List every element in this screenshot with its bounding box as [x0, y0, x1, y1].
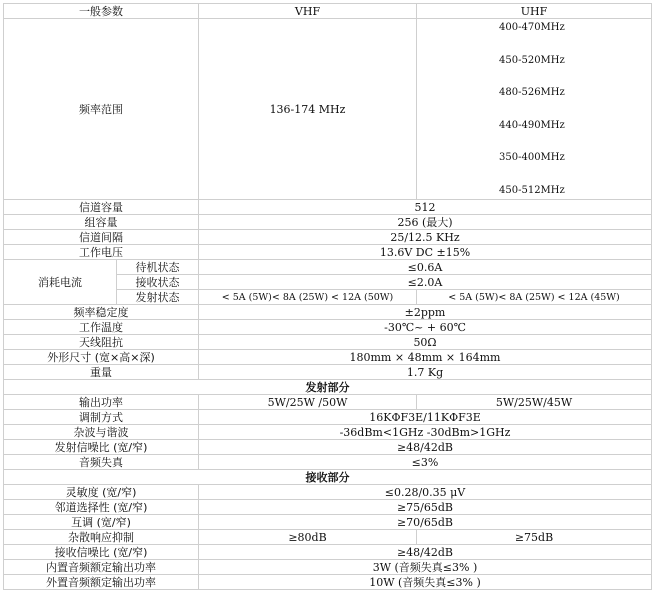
table-row — [4, 545, 652, 560]
uhf-band: 480-526MHz — [499, 87, 565, 99]
table-row — [4, 530, 652, 545]
row-value-vhf: < 5A (5W)< 8A (25W) < 12A (50W) — [199, 290, 417, 305]
row-value: 512 — [199, 200, 652, 215]
row-label: 工作温度 — [4, 320, 199, 335]
table-row — [4, 575, 652, 590]
section-header-row — [4, 380, 652, 395]
row-label: 内置音频额定输出功率 — [4, 560, 199, 575]
table-row — [4, 260, 652, 275]
row-value: 3W (音频失真≤3% ) — [199, 560, 652, 575]
row-value: 13.6V DC ±15% — [199, 245, 652, 260]
row-label: 天线阻抗 — [4, 335, 199, 350]
table-row — [4, 395, 652, 410]
uhf-band: 450-512MHz — [499, 184, 565, 196]
freq-range-vhf: 136-174 MHz — [199, 19, 417, 200]
row-value: ≥70/65dB — [199, 515, 652, 530]
uhf-band: 400-470MHz — [499, 22, 565, 33]
table-row — [4, 560, 652, 575]
tx-section-title: 发射部分 — [4, 380, 652, 395]
table-row — [4, 515, 652, 530]
row-label: 输出功率 — [4, 395, 199, 410]
row-value: 180mm × 48mm × 164mm — [199, 350, 652, 365]
table-row — [4, 425, 652, 440]
row-value: ±2ppm — [199, 305, 652, 320]
row-value-uhf: ≥75dB — [417, 530, 652, 545]
uhf-band: 440-490MHz — [499, 119, 565, 131]
uhf-band: 350-400MHz — [499, 152, 565, 164]
row-value: -36dBm<1GHz -30dBm>1GHz — [199, 425, 652, 440]
current-label: 消耗电流 — [4, 260, 117, 305]
row-value: 16KΦF3E/11KΦF3E — [199, 410, 652, 425]
uhf-header: UHF — [417, 4, 652, 19]
row-label: 频率稳定度 — [4, 305, 199, 320]
table-row — [4, 245, 652, 260]
freq-range-uhf — [417, 19, 652, 200]
uhf-band: 450-520MHz — [499, 54, 565, 66]
table-header-row — [4, 4, 652, 19]
row-value: 10W (音频失真≤3% ) — [199, 575, 652, 590]
row-label: 互调 (宽/窄) — [4, 515, 199, 530]
row-value: -30℃~ + 60℃ — [199, 320, 652, 335]
rx-section-title: 接收部分 — [4, 470, 652, 485]
row-label: 待机状态 — [117, 260, 199, 275]
row-value: ≥48/42dB — [199, 545, 652, 560]
row-label: 外置音频额定输出功率 — [4, 575, 199, 590]
table-row — [4, 200, 652, 215]
row-label: 接收信噪比 (宽/窄) — [4, 545, 199, 560]
freq-range-label: 频率范围 — [4, 19, 199, 200]
row-label: 重量 — [4, 365, 199, 380]
row-label: 发射信噪比 (宽/窄) — [4, 440, 199, 455]
row-value: 25/12.5 KHz — [199, 230, 652, 245]
table-row — [4, 19, 652, 200]
row-label: 信道容量 — [4, 200, 199, 215]
row-label: 调制方式 — [4, 410, 199, 425]
param-header: 一般参数 — [4, 4, 199, 19]
row-value: ≥75/65dB — [199, 500, 652, 515]
row-label: 杂波与谐波 — [4, 425, 199, 440]
row-label: 工作电压 — [4, 245, 199, 260]
table-row — [4, 215, 652, 230]
section-header-row — [4, 470, 652, 485]
table-row — [4, 440, 652, 455]
table-row — [4, 455, 652, 470]
table-row — [4, 320, 652, 335]
table-row — [4, 365, 652, 380]
row-label: 杂散响应抑制 — [4, 530, 199, 545]
table-row — [4, 230, 652, 245]
row-label: 音频失真 — [4, 455, 199, 470]
row-value: 256 (最大) — [199, 215, 652, 230]
row-value: 1.7 Kg — [199, 365, 652, 380]
row-label: 接收状态 — [117, 275, 199, 290]
table-row — [4, 335, 652, 350]
row-value: ≤2.0A — [199, 275, 652, 290]
row-value-vhf: ≥80dB — [199, 530, 417, 545]
row-value: ≥48/42dB — [199, 440, 652, 455]
row-label: 灵敏度 (宽/窄) — [4, 485, 199, 500]
row-value-uhf: 5W/25W/45W — [417, 395, 652, 410]
table-row — [4, 350, 652, 365]
table-row — [4, 410, 652, 425]
row-value-uhf: < 5A (5W)< 8A (25W) < 12A (45W) — [417, 290, 652, 305]
row-value: 50Ω — [199, 335, 652, 350]
row-value: ≤0.28/0.35 μV — [199, 485, 652, 500]
row-label: 外形尺寸 (宽×高×深) — [4, 350, 199, 365]
table-row — [4, 305, 652, 320]
row-label: 信道间隔 — [4, 230, 199, 245]
row-label: 邻道选择性 (宽/窄) — [4, 500, 199, 515]
table-row — [4, 485, 652, 500]
row-value-vhf: 5W/25W /50W — [199, 395, 417, 410]
row-value: ≤0.6A — [199, 260, 652, 275]
spec-table — [3, 3, 652, 590]
row-value: ≤3% — [199, 455, 652, 470]
table-row — [4, 500, 652, 515]
row-label: 发射状态 — [117, 290, 199, 305]
row-label: 组容量 — [4, 215, 199, 230]
vhf-header: VHF — [199, 4, 417, 19]
